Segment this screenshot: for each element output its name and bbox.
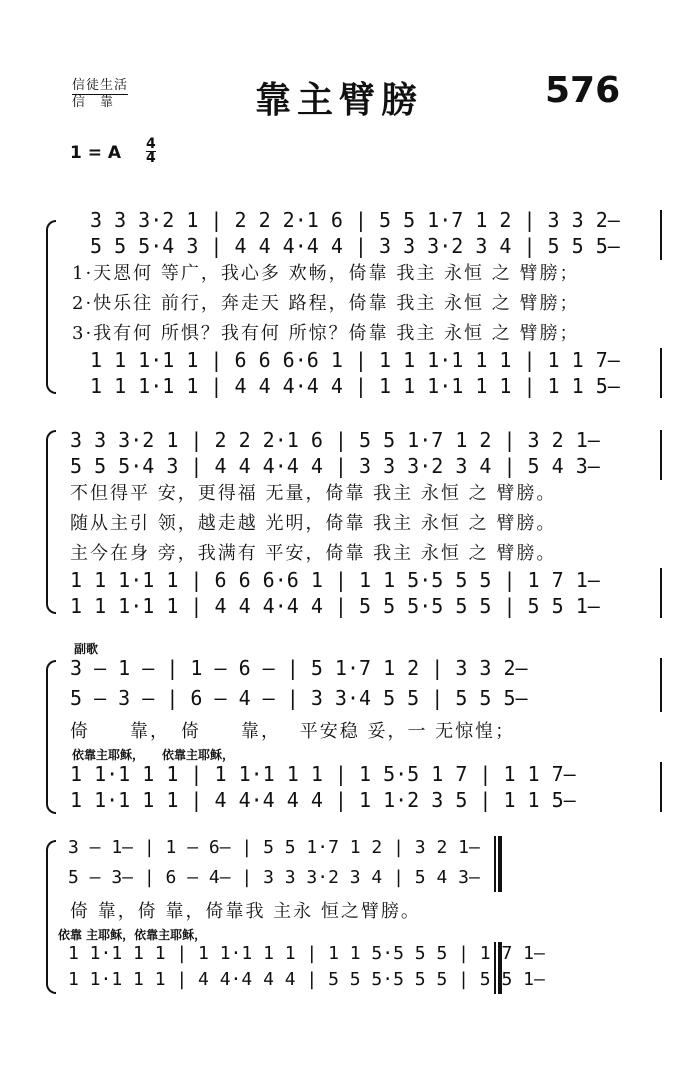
verse-1-lyric: 1·天恩何 等广，我心多 欢畅，倚靠 我主 永恒 之 臂膀； — [72, 263, 580, 284]
soprano-line: 3 – 1 – | 1 – 6 – | 5 1·7 1 2 | 3 3 2– — [70, 656, 528, 680]
final-barline — [494, 942, 502, 994]
alto-line: 5 5 5·4 3 | 4 4 4·4 4 | 3 3 3·2 3 4 | 5 4 3– — [70, 454, 600, 478]
refrain-label: 副歌 — [74, 642, 99, 656]
tenor-line: 1 1·1 1 1 | 1 1·1 1 1 | 1 5·5 1 7 | 1 1 7– — [70, 762, 576, 786]
system-brace — [46, 220, 56, 394]
bass-line: 1 1 1·1 1 | 4 4 4·4 4 | 1 1 1·1 1 1 | 1 1 5– — [90, 374, 620, 398]
barline — [660, 568, 662, 618]
key-signature: 1 = A — [70, 143, 122, 163]
soprano-line: 3 – 1– | 1 – 6– | 5 5 1·7 1 2 | 3 2 1– — [68, 837, 480, 858]
bass-line: 1 1·1 1 1 | 4 4·4 4 4 | 5 5 5·5 5 5 | 5 5 1– — [68, 969, 545, 990]
tenor-line: 1 1 1·1 1 | 6 6 6·6 1 | 1 1 1·1 1 1 | 1 1 7– — [90, 348, 620, 372]
tenor-line: 1 1 1·1 1 | 6 6 6·6 1 | 1 1 5·5 5 5 | 1 7 1– — [70, 568, 600, 592]
bass-line: 1 1·1 1 1 | 4 4·4 4 4 | 1 1·2 3 5 | 1 1 5– — [70, 788, 576, 812]
verse-system-1 — [46, 208, 666, 408]
hymn-number: 576 — [545, 70, 621, 111]
verse-3-lyric: 主今在身 旁，我满有 平安，倚靠 我主 永恒 之 臂膀。 — [70, 543, 557, 564]
verse-system-2 — [46, 428, 666, 628]
refrain-system-1 — [46, 656, 666, 826]
meter-bottom: 4 — [146, 150, 156, 166]
system-brace — [46, 430, 56, 614]
soprano-line: 3 3 3·2 1 | 2 2 2·1 6 | 5 5 1·7 1 2 | 3 2 1– — [70, 428, 600, 452]
bass-line: 1 1 1·1 1 | 4 4 4·4 4 | 5 5 5·5 5 5 | 5 5 1– — [70, 594, 600, 618]
time-signature — [146, 138, 156, 165]
alto-line: 5 – 3– | 6 – 4– | 3 3 3·2 3 4 | 5 4 3– — [68, 867, 480, 888]
alto-line: 5 5 5·4 3 | 4 4 4·4 4 | 3 3 3·2 3 4 | 5 5 5– — [90, 234, 620, 258]
barline — [660, 210, 662, 260]
alto-line: 5 – 3 – | 6 – 4 – | 3 3·4 5 5 | 5 5 5– — [70, 686, 528, 710]
barline — [660, 430, 662, 480]
barline — [660, 348, 662, 398]
category-line-1: 信徒生活 — [72, 78, 129, 93]
verse-1-lyric: 不但得平 安，更得福 无量，倚靠 我主 永恒 之 臂膀。 — [70, 483, 557, 504]
men-part-text: 依靠主耶稣， 依靠主耶稣， — [72, 748, 235, 762]
category-line-2: 信 靠 — [72, 95, 115, 110]
system-brace — [46, 660, 56, 814]
tenor-line: 1 1·1 1 1 | 1 1·1 1 1 | 1 1 5·5 5 5 | 1 7 1– — [68, 943, 545, 964]
barline — [660, 762, 662, 812]
meter-top: 4 — [146, 136, 156, 152]
soprano-line: 3 3 3·2 1 | 2 2 2·1 6 | 5 5 1·7 1 2 | 3 3 2– — [90, 208, 620, 232]
barline — [660, 658, 662, 712]
system-brace — [46, 840, 56, 994]
men-part-text: 依靠 主耶稣，依靠主耶稣， — [58, 928, 207, 942]
category-label — [72, 78, 128, 111]
refrain-lyric: 倚 靠， 倚 靠， 平安稳 妥，一 无惊惶； — [70, 721, 516, 742]
refrain-system-2 — [46, 836, 545, 1006]
refrain-lyric: 倚 靠，倚 靠，倚靠我 主永 恒之臂膀。 — [70, 901, 421, 922]
final-barline — [494, 836, 502, 892]
hymn-title: 靠主臂膀 — [255, 80, 424, 121]
verse-3-lyric: 3·我有何 所惧？我有何 所惊？倚靠 我主 永恒 之 臂膀； — [72, 323, 580, 344]
verse-2-lyric: 2·快乐往 前行，奔走天 路程，倚靠 我主 永恒 之 臂膀； — [72, 293, 580, 314]
verse-2-lyric: 随从主引 领，越走越 光明，倚靠 我主 永恒 之 臂膀。 — [70, 513, 557, 534]
